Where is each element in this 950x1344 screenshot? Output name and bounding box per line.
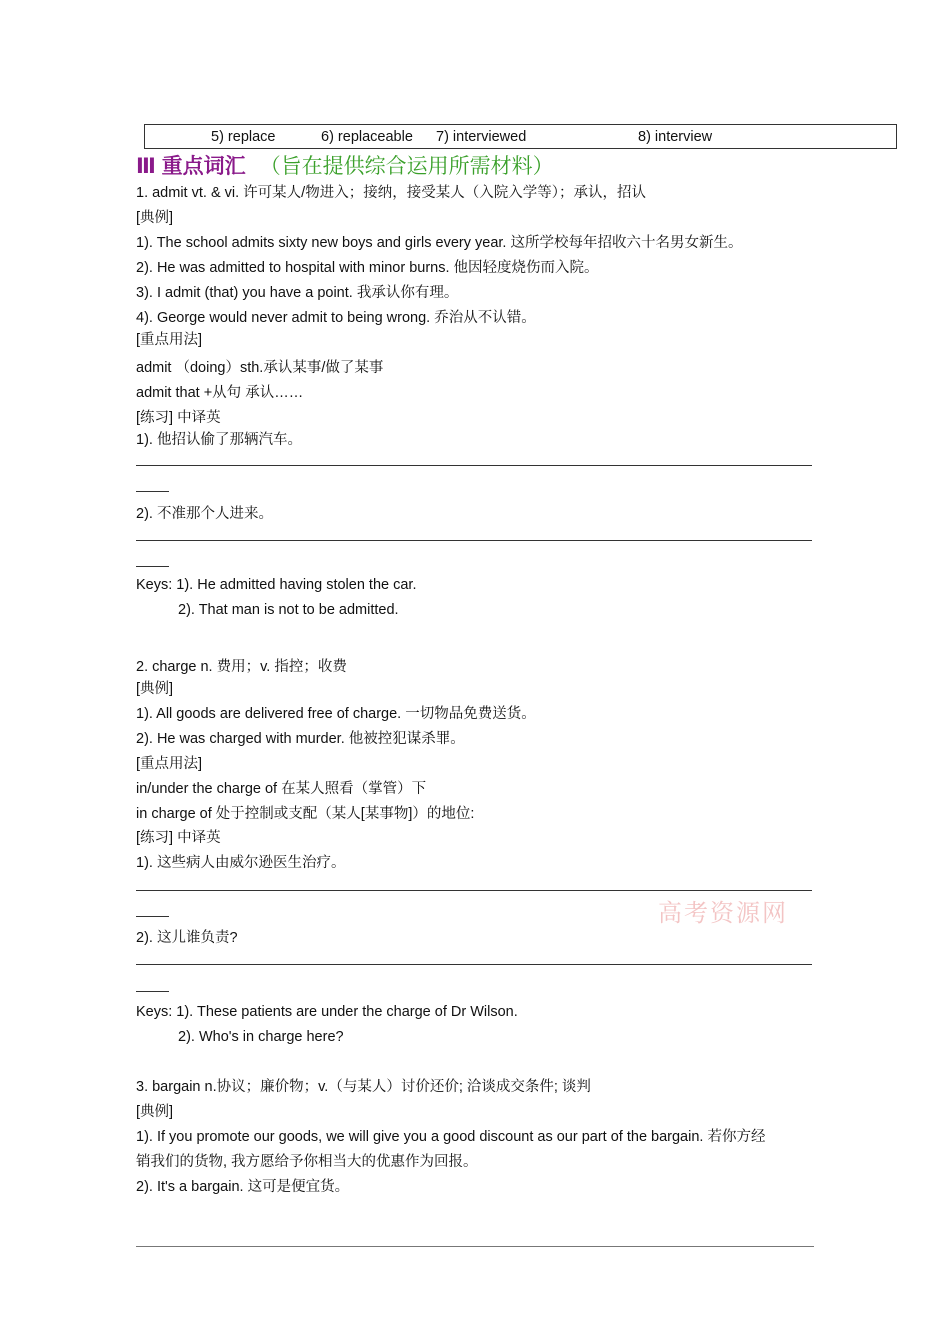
- answer-8: 8) interview: [638, 129, 713, 145]
- section-title: Ⅲ 重点词汇: [136, 155, 246, 178]
- practice-question: 1). 这些病人由威尔逊医生治疗。: [136, 855, 346, 871]
- practice-question: 1). 他招认偷了那辆汽车。: [136, 432, 302, 448]
- examples-label: [典例]: [136, 1104, 174, 1120]
- answer-blank-tail: [136, 916, 169, 917]
- watermark-logo: 高考资源网: [658, 899, 788, 927]
- example-sentence: 3). I admit (that) you have a point. 我承认你有理。: [136, 285, 459, 301]
- key-answer: Keys: 1). He admitted having stolen the car.: [136, 577, 417, 593]
- answer-key-box: [144, 124, 897, 149]
- example-sentence: 1). The school admits sixty new boys and girls every year. 这所学校每年招收六十名男女新生。: [136, 235, 743, 251]
- key-answer: 2). Who's in charge here?: [178, 1029, 344, 1045]
- answer-blank-tail: [136, 491, 169, 492]
- answer-blank-line[interactable]: [136, 465, 812, 466]
- answer-5: 5) replace: [211, 129, 276, 145]
- usage-item: admit （doing）sth.承认某事/做了某事: [136, 360, 384, 376]
- section-heading: [136, 150, 554, 180]
- answer-blank-tail: [136, 991, 169, 992]
- section-subtitle: （旨在提供综合运用所需材料）: [259, 155, 554, 178]
- answer-blank-line[interactable]: [136, 890, 812, 891]
- practice-question: 2). 不准那个人进来。: [136, 506, 273, 522]
- usage-label: [重点用法]: [136, 332, 203, 348]
- answer-blank-line[interactable]: [136, 540, 812, 541]
- usage-item: admit that +从句 承认……: [136, 385, 304, 401]
- example-sentence: 2). He was admitted to hospital with minor burns. 他因轻度烧伤而入院。: [136, 260, 599, 276]
- answer-blank-line[interactable]: [136, 964, 812, 965]
- examples-label: [典例]: [136, 681, 174, 697]
- practice-question: 2). 这儿谁负责?: [136, 930, 238, 946]
- example-sentence: 4). George would never admit to being wrong. 乔治从不认错。: [136, 310, 536, 326]
- practice-label: [练习] 中译英: [136, 410, 221, 426]
- example-sentence: 2). It's a bargain. 这可是便宜货。: [136, 1179, 350, 1195]
- entry-bargain: 3. bargain n.协议；廉价物；v.（与某人）讨价还价; 洽谈成交条件; 谈判: [136, 1079, 591, 1095]
- usage-label: [重点用法]: [136, 756, 203, 772]
- practice-label: [练习] 中译英: [136, 830, 221, 846]
- key-answer: Keys: 1). These patients are under the charge of Dr Wilson.: [136, 1004, 518, 1020]
- example-sentence: 2). He was charged with murder. 他被控犯谋杀罪。: [136, 731, 465, 747]
- example-sentence: 1). All goods are delivered free of charge. 一切物品免费送货。: [136, 706, 536, 722]
- usage-item: in charge of 处于控制或支配（某人[某事物]）的地位:: [136, 806, 475, 822]
- example-sentence-continued: 销我们的货物, 我方愿给予你相当大的优惠作为回报。: [136, 1154, 478, 1170]
- answer-blank-tail: [136, 566, 169, 567]
- answer-7: 7) interviewed: [436, 129, 527, 145]
- footer-rule: [136, 1246, 814, 1247]
- answer-6: 6) replaceable: [321, 129, 413, 145]
- entry-charge: 2. charge n. 费用；v. 指控；收费: [136, 659, 347, 675]
- key-answer: 2). That man is not to be admitted.: [178, 602, 399, 618]
- usage-item: in/under the charge of 在某人照看（掌管）下: [136, 781, 427, 797]
- examples-label: [典例]: [136, 210, 174, 226]
- example-sentence: 1). If you promote our goods, we will give you a good discount as our part of the bargain. 若你方经: [136, 1129, 766, 1145]
- entry-admit: 1. admit vt. & vi. 许可某人/物进入；接纳，接受某人（入院入学等）；承认，招认: [136, 185, 646, 201]
